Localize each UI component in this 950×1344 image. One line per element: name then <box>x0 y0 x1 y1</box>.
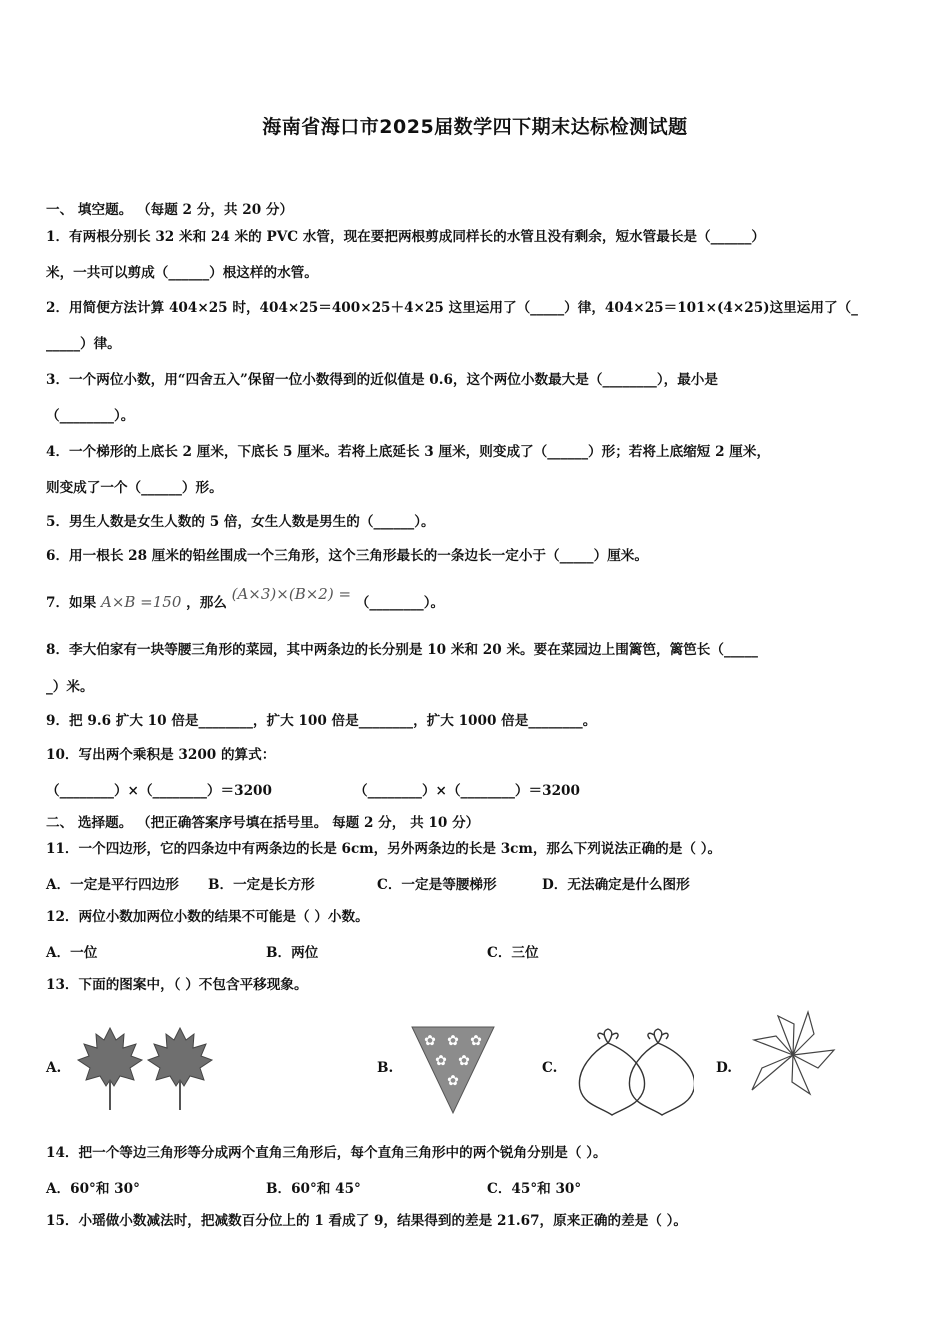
question-14-option-c: C．45°和 30° <box>487 1181 582 1197</box>
flower-triangle-figure <box>410 1025 496 1117</box>
question-8-line-1: 8．李大伯家有一块等腰三角形的菜园，其中两条边的长分别是 10 米和 20 米。要在菜园边上围篱笆，篱笆长（_____ <box>46 642 758 658</box>
question-4-line-1: 4．一个梯形的上底长 2 厘米，下底长 5 厘米。若将上底延长 3 厘米，则变成了（______）形；若将上底缩短 2 厘米， <box>46 444 771 460</box>
question-3-line-1: 3．一个两位小数，用“四舍五入”保留一位小数得到的近似值是 0.6，这个两位小数最大是（________），最小是 <box>46 372 718 388</box>
exam-title: 海南省海口市2025届数学四下期末达标检测试题 <box>262 116 688 138</box>
question-8-line-2: _）米。 <box>46 679 94 695</box>
pinwheel-figure <box>748 1010 838 1096</box>
question-7-formula-2: (A×3)×(B×2) = <box>231 585 352 603</box>
svg-text:✿: ✿ <box>424 1033 436 1049</box>
question-3-line-2: （________）。 <box>46 408 135 424</box>
maple-leaf-icon <box>148 1028 212 1110</box>
figure-c-label: C. <box>542 1060 558 1076</box>
question-4-line-2: 则变成了一个（______）形。 <box>46 480 223 496</box>
question-11: 11．一个四边形，它的四条边中有两条边的长是 6cm，另外两条边的长是 3cm，那么下列说法正确的是（ ）。 <box>46 841 722 857</box>
heart-icon <box>629 1029 694 1115</box>
heart-pattern-figure <box>574 1025 694 1119</box>
question-14-option-b: B．60°和 45° <box>266 1181 361 1197</box>
question-2-line-1: 2．用简便方法计算 404×25 时，404×25＝400×25＋4×25 这里运用了（_____）律，404×25＝101×(4×25)这里运用了（_ <box>46 300 858 316</box>
figure-d-label: D. <box>716 1060 733 1076</box>
question-9: 9．把 9.6 扩大 10 倍是________，扩大 100 倍是________，扩大 1000 倍是________。 <box>46 713 597 729</box>
question-1-line-1: 1．有两根分别长 32 米和 24 米的 PVC 水管，现在要把两根剪成同样长的水管且没有剩余，短水管最长是（______） <box>46 229 765 245</box>
question-11-option-d: D．无法确定是什么图形 <box>542 877 690 893</box>
question-10-equation-2: （________）×（________）＝3200 <box>354 783 580 799</box>
section-2-heading: 二、 选择题。 （把正确答案序号填在括号里。 每题 2 分， 共 10 分） <box>46 815 480 831</box>
question-7-mid: ，那么 <box>186 595 227 611</box>
svg-text:✿: ✿ <box>447 1073 459 1089</box>
question-13: 13．下面的图案中，（ ）不包含平移现象。 <box>46 977 308 993</box>
question-1-line-2: 米，一共可以剪成（______）根这样的水管。 <box>46 265 318 281</box>
svg-text:✿: ✿ <box>470 1033 482 1049</box>
question-11-option-c: C．一定是等腰梯形 <box>377 877 497 893</box>
question-11-option-b: B．一定是长方形 <box>208 877 315 893</box>
question-10-equation-1: （________）×（________）＝3200 <box>46 783 272 799</box>
question-2-line-2: _____）律。 <box>46 336 121 352</box>
maple-leaves-figure <box>76 1022 216 1114</box>
question-7-formula-1: A×B =150 <box>100 593 182 611</box>
question-12: 12．两位小数加两位小数的结果不可能是（ ）小数。 <box>46 909 369 925</box>
question-7-prefix: 7．如果 <box>46 595 97 611</box>
question-14: 14．把一个等边三角形等分成两个直角三角形后，每个直角三角形中的两个锐角分别是（ ）。 <box>46 1145 607 1161</box>
figure-a-label: A. <box>46 1060 62 1076</box>
question-14-option-a: A．60°和 30° <box>46 1181 140 1197</box>
question-15: 15．小瑶做小数减法时，把减数百分位上的 1 看成了 9，结果得到的差是 21.67，原来正确的差是（ ）。 <box>46 1213 688 1229</box>
section-1-heading: 一、 填空题。 （每题 2 分，共 20 分） <box>46 202 294 218</box>
question-7 <box>46 585 910 613</box>
svg-text:✿: ✿ <box>447 1033 459 1049</box>
heart-icon <box>579 1029 644 1115</box>
svg-text:✿: ✿ <box>435 1053 447 1069</box>
question-6: 6．用一根长 28 厘米的铅丝围成一个三角形，这个三角形最长的一条边长一定小于（_____）厘米。 <box>46 548 648 564</box>
question-12-option-c: C．三位 <box>487 945 539 961</box>
question-11-option-a: A．一定是平行四边形 <box>46 877 179 893</box>
question-12-option-a: A．一位 <box>46 945 98 961</box>
question-5: 5．男生人数是女生人数的 5 倍，女生人数是男生的（______）。 <box>46 514 435 530</box>
svg-text:✿: ✿ <box>458 1053 470 1069</box>
question-7-suffix: （________）。 <box>355 595 445 611</box>
figure-b-label: B. <box>377 1060 394 1076</box>
question-12-option-b: B．两位 <box>266 945 319 961</box>
maple-leaf-icon <box>78 1028 142 1110</box>
question-10: 10．写出两个乘积是 3200 的算式： <box>46 747 276 763</box>
